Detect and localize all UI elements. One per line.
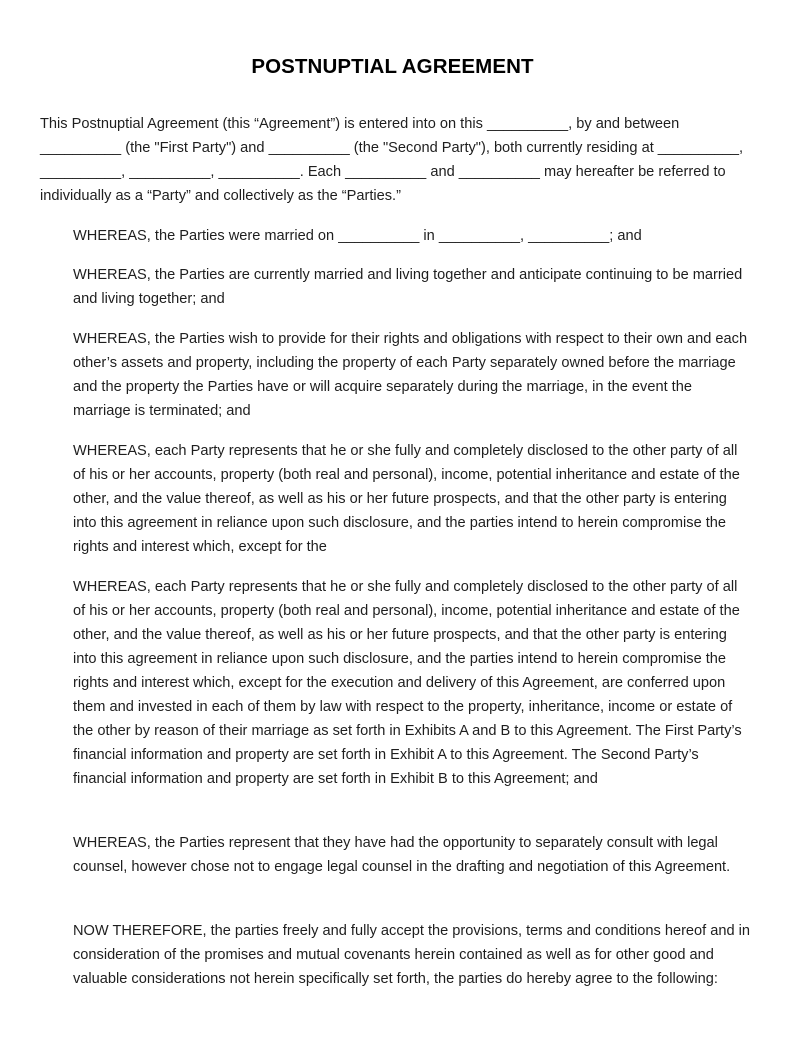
recital-disclosure-full: WHEREAS, each Party represents that he or she fully and completely disclosed to the other party of all of his or her accounts, property (both real and personal), income, potential inheritance and estate of the other, and the value thereof, as well as his or her future prospects, and that the other party is entering into this agreement in reliance upon such disclosure, and the parties intend to herein compromise the rights and interest which, except for the execution and delivery of this Agreement, are conferred upon them and invested in each of them by law with respect to the property, inheritance, income or estate of the other by reason of their marriage as set forth in Exhibits A and B to this Agreement. The First Party’s financial information and property are set forth in Exhibit A to this Agreement. The Second Party’s financial information and property are set forth in Exhibit B to this Agreement; and <box>73 579 742 787</box>
recital-marriage-date: WHEREAS, the Parties were married on __________ in __________, __________; and <box>73 228 642 244</box>
recital-living-together: WHEREAS, the Parties are currently married and living together and anticipate continuing to be married and living together; and <box>73 267 743 307</box>
recital-rights-obligations: WHEREAS, the Parties wish to provide for their rights and obligations with respect to their own and each other’s assets and property, including the property of each Party separately owned before the marriage and the property the Parties have or will acquire separately during the marriage, in the event the marriage is terminated; and <box>73 331 748 419</box>
now-therefore-paragraph: NOW THEREFORE, the parties freely and fully accept the provisions, terms and conditions hereof and in consideration of the promises and mutual covenants herein contained as well as for other good and valuable considerations not herein specifically set forth, the parties do hereby agree to the following: <box>73 923 751 987</box>
recital-disclosure-partial: WHEREAS, each Party represents that he or she fully and completely disclosed to the other party of all of his or her accounts, property (both real and personal), income, potential inheritance and estate of the other, and the value thereof, as well as his or her future prospects, and that the other party is entering into this agreement in reliance upon such disclosure, and the parties intend to herein compromise the rights and interest which, except for the <box>73 443 740 555</box>
intro-paragraph: This Postnuptial Agreement (this “Agreement”) is entered into on this __________, by and between __________ (the "First Party") and __________ (the "Second Party"), both currently residing at __________, __________, __________, __________. Each __________ and __________ may hereafter be referred to individually as a “Party” and collectively as the “Parties.” <box>40 116 744 204</box>
document-title: POSTNUPTIAL AGREEMENT <box>251 55 534 78</box>
recital-legal-counsel: WHEREAS, the Parties represent that they have had the opportunity to separately consult with legal counsel, however chose not to engage legal counsel in the drafting and negotiation of this Agreement. <box>73 835 731 875</box>
